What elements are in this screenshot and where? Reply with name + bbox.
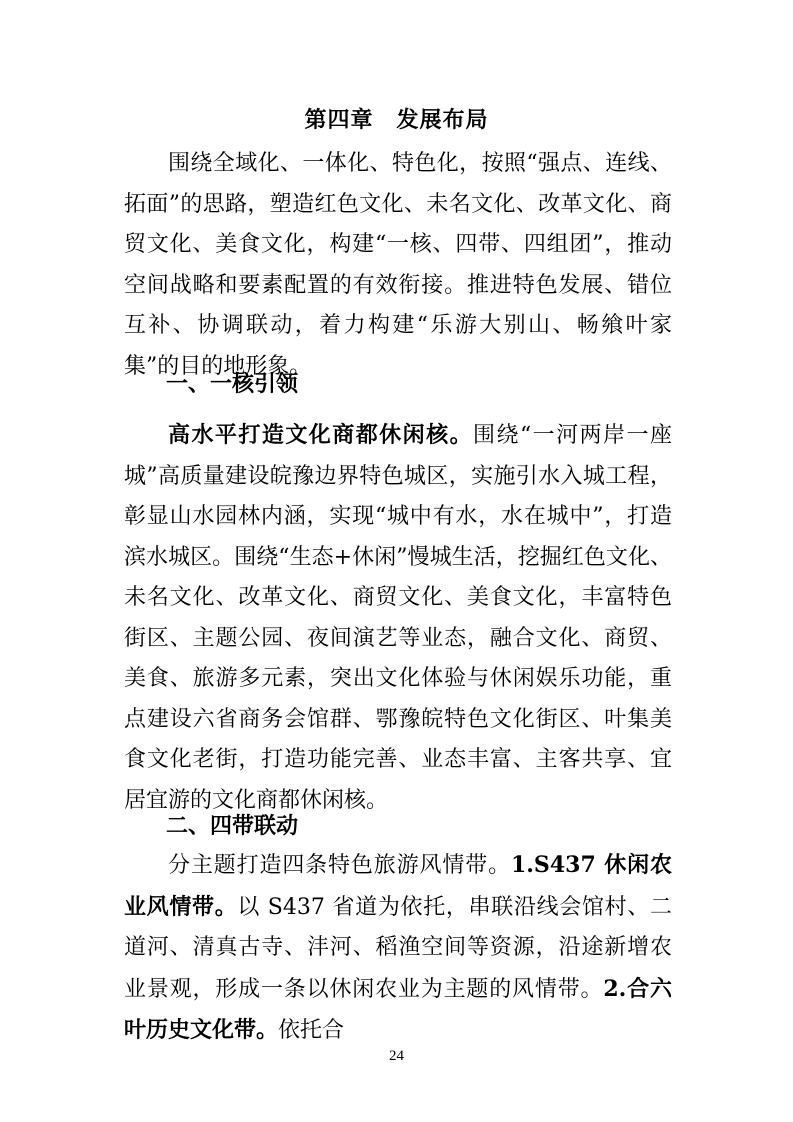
section-two-text-1: 分主题打造四条特色旅游风情带。 bbox=[168, 853, 511, 878]
section-two-bold-2: 2.合六叶历史文化带。 bbox=[124, 975, 672, 1043]
intro-paragraph: 围绕全域化、一体化、特色化，按照“强点、连线、拓面”的思路，塑造红色文化、未名文化、改革文化、商贸文化、美食文化，构建“一核、四带、四组团”，推动空间战略和要素配置的有效衔接。推进特色发展、错位互补、协调联动，着力构建“乐游大别山、畅飨叶家集”的目的地形象。 bbox=[124, 151, 672, 379]
page-number: 24 bbox=[389, 1048, 404, 1064]
section-two-bold-1: 1.S437 休闲农业风情带。 bbox=[124, 852, 672, 920]
section-heading-one-core: 一、一核引领 bbox=[166, 372, 299, 397]
section-two-text-3: 依托合 bbox=[278, 1018, 345, 1043]
section-heading-four-belts: 二、四带联动 bbox=[166, 814, 299, 839]
section-two-text-2: 以 S437 省道为依托，串联沿线会馆村、二道河、清真古寺、沣河、稻渔空间等资源，沿途新增农业景观，形成一条以休闲农业为主题的风情带。 bbox=[124, 894, 672, 1002]
section-one-paragraph bbox=[124, 415, 672, 821]
chapter-title: 第四章 发展布局 bbox=[304, 108, 489, 133]
section-one-body: 围绕“一河两岸一座城”高质量建设皖豫边界特色城区，实施引水入城工程，彰显山水园林内涵，实现“城中有水，水在城中”，打造滨水城区。围绕“生态+休闲”慢城生活，挖掘红色文化、未名文化、改革文化、商贸文化、美食文化，丰富特色街区、主题公园、夜间演艺等业态，融合文化、商贸、美食、旅游多元素，突出文化体验与休闲娱乐功能，重点建设六省商务会馆群、鄂豫皖特色文化街区、叶集美食文化老街，打造功能完善、业态丰富、主客共享、宜居宜游的文化商都休闲核。 bbox=[124, 423, 672, 813]
section-one-lead: 高水平打造文化商都休闲核。 bbox=[168, 422, 474, 448]
section-two-paragraph bbox=[124, 845, 672, 1052]
